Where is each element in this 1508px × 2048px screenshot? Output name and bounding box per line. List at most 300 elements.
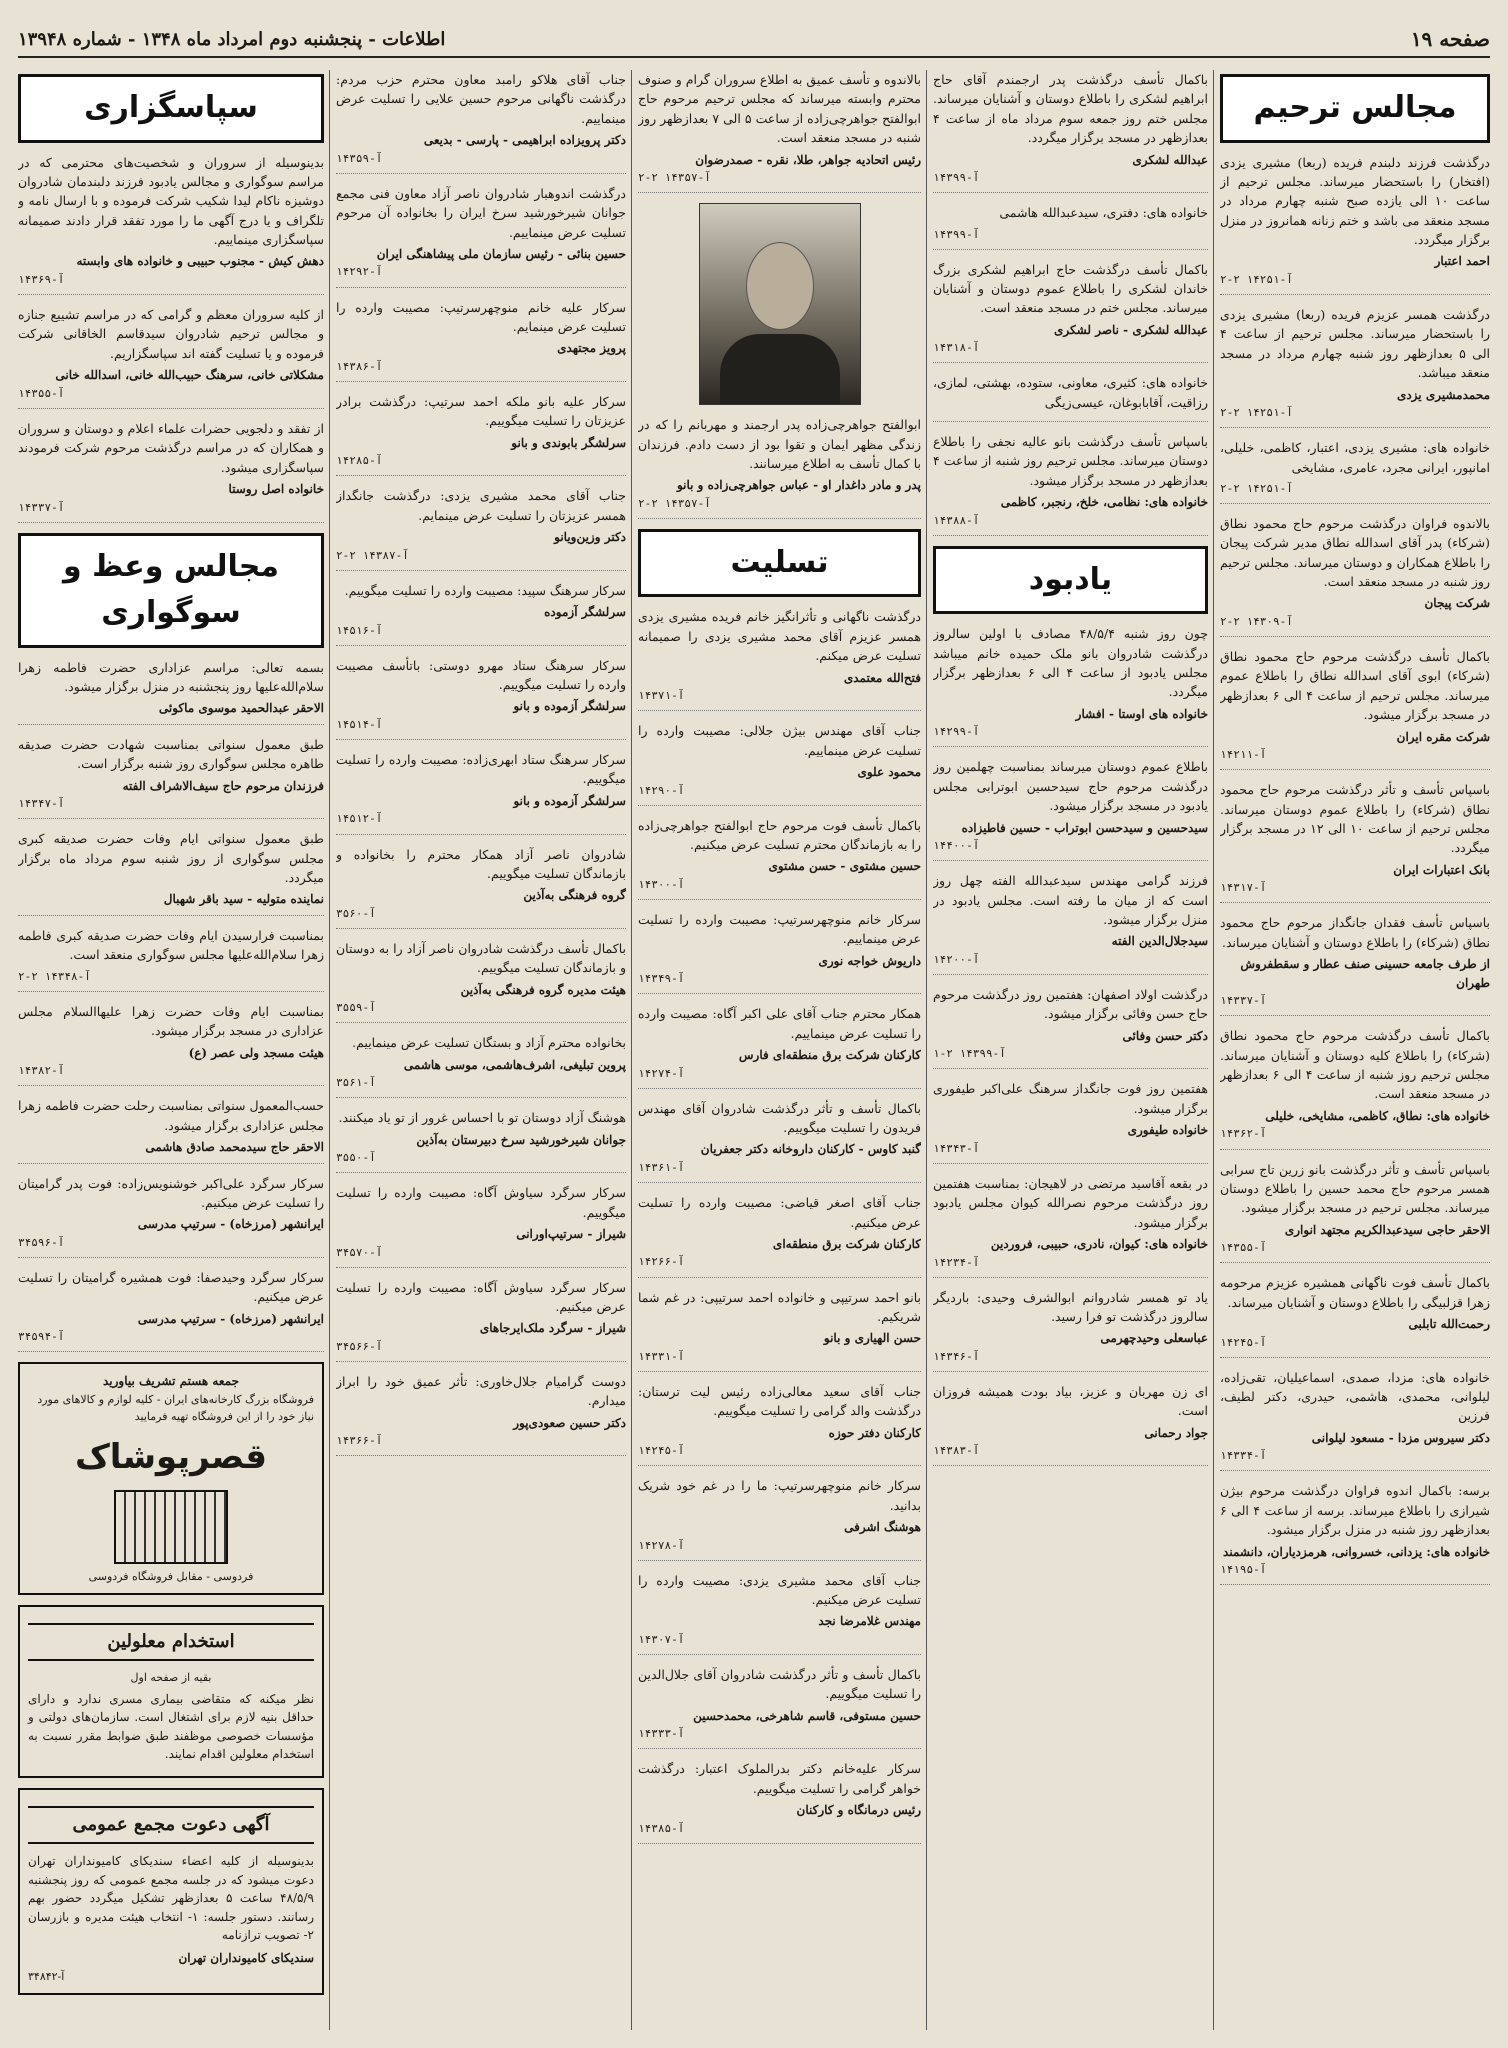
notice-item <box>18 658 324 725</box>
notice-text: بمناسبت ایام وفات حضرت زهرا علیها‌السلام مجلس عزاداری در مسجد برگزار میشود. <box>18 1003 324 1039</box>
notice-text: همکار محترم جناب آقای علی اکبر آگاه: مصیبت وارده را تسلیت عرض مینماییم. <box>638 1006 921 1041</box>
notice-code: آ-۱۴۳۱۸ <box>933 341 980 355</box>
notice-code: آ-۱۴۳۴۸ ۲-۲ <box>18 969 91 983</box>
notice-text: جناب آقای هلاکو رامبد معاون محترم حزب مردم: درگذشت ناگهانی مرحوم حسین علایی را تسلیت عرض مینماییم. <box>336 72 626 126</box>
notice-code: آ-۱۴۳۶۲ <box>1220 1127 1267 1141</box>
notice-code: آ-۱۴۲۴۵ <box>1220 1335 1267 1349</box>
notice-code: آ-۳۵۶۱ <box>336 1076 376 1090</box>
notice-signature: نماینده متولیه - سید باقر شهبال <box>163 892 324 907</box>
notice-item <box>1220 1160 1490 1264</box>
notice-item <box>638 1759 921 1843</box>
notice-item <box>336 939 626 1023</box>
notice-item <box>638 415 921 519</box>
notice-item <box>638 721 921 805</box>
notice-text: سرکار سرهنگ ستاد مهرو دوستی: باتأسف مصیبت وارده را تسلیت میگوییم. <box>336 657 626 693</box>
notice-item <box>638 816 921 900</box>
notice-text: درگذشت همسر عزیزم فریده (ربعا) مشیری یزدی را باستحضار میرساند. مجلس ترحیم از ساعت ۴ الی ۵ بعدازظهر روز شنبه چهارم مرداد در مسجد منعقد میباشد. <box>1220 307 1490 381</box>
notice-list-after-photo <box>638 415 921 519</box>
notice-text: از کلیه سروران معظم و گرامی که در مراسم تشییع جنازه و مجالس ترحیم شادروان سیدقاسم الخاقانی شرکت فرموده و یا تسلیت گفته اند سپاسگزاریم. <box>18 307 324 361</box>
notice-item <box>933 1382 1208 1466</box>
notice-signature: داریوش خواجه نوری <box>818 953 921 968</box>
notice-signature: حسین مستوفی، قاسم شاهرخی، محمدحسین <box>693 1708 921 1723</box>
column-rule <box>926 70 927 2030</box>
notice-item <box>933 432 1208 536</box>
notice-signature: خانواده طیفوری <box>1127 1123 1208 1138</box>
notice-item <box>933 1174 1208 1278</box>
advertisement-general-assembly <box>18 1788 324 1995</box>
notice-item <box>638 1665 921 1749</box>
notice-text: حسب‌المعمول سنواتی بمناسبت رحلت حضرت فاطمه زهرا مجلس عزاداری برگزار میشود. <box>18 1098 324 1133</box>
notice-text: از تفقد و دلجویی حضرات علماء اعلام و دوستان و سروران و همکاران که در مراسم درگذشت مرحوم شرکت فرمودند سپاسگزاری میشود. <box>18 420 324 475</box>
notice-text: بسمه تعالی: مراسم عزاداری حضرت فاطمه زهرا سلام‌الله‌علیها روز پنجشنبه در منزل برگزار میشود. <box>18 659 324 694</box>
notice-text: سرکار علیه‌خانم دکتر بدرالملوک اعتبار: درگذشت خواهر گرامی را تسلیت میگوییم. <box>638 1761 921 1796</box>
notice-signature: کارکنان شرکت برق منطقه‌ای <box>772 1236 921 1251</box>
notice-text: درگذشت اندوهبار شادروان ناصر آزاد معاون فنی مجمع جوانان شیرخورشید سرخ ایران را بخانواده آن مرحوم تسلیت عرض مینماییم. <box>336 185 626 240</box>
section-title-sermons: مجالس وعظ و سوگواری <box>18 533 324 648</box>
article-body: نظر میکنه که متقاضی بیماری مسری ندارد و دارای حداقل بنیه لازم برای اشتغال است. سازمان‌های دولتی و مؤسسات خصوصی موظفند طبق ضوابط مقرر نسبت به استخدام معلولین اقدام نمایند. <box>28 1691 314 1762</box>
notice-signature: محمدمشیری یزدی <box>1396 387 1490 402</box>
notice-item <box>336 1183 626 1267</box>
notice-item <box>18 735 324 819</box>
article-subtitle: بقیه از صفحه اول <box>130 1670 212 1684</box>
notice-item <box>336 750 626 834</box>
notice-item <box>638 1193 921 1277</box>
notice-signature: خانواده های: نطاق، کاظمی، مشایخی، خلیلی <box>1265 1108 1490 1123</box>
notice-code: آ-۱۴۳۰۹ ۲-۲ <box>1220 615 1293 629</box>
notice-item <box>1220 514 1490 637</box>
notice-code: آ-۳۵۵۹ <box>336 1001 376 1015</box>
thanks-list <box>18 153 324 523</box>
notice-text: هوشنگ آزاد دوستان تو با احساس غرور از تو یاد میکنند. <box>338 1110 626 1126</box>
notice-signature: رحمت‌الله تابلبی <box>1408 1317 1490 1332</box>
notice-code: آ-۱۴۳۶۱ <box>638 1161 685 1175</box>
store-building-icon <box>114 1490 228 1564</box>
notice-text: سرکار سرگرد علی‌اکبر خوشنویس‌زاده: فوت پدر گرامیتان را تسلیت عرض میکنیم. <box>18 1175 324 1210</box>
notice-text: باکمال تأسف و تأثر درگذشت شادروان آقای مهندس فریدون را تسلیت میگوییم. <box>638 1100 921 1136</box>
notice-text: باسپاس تأسف و تأثر درگذشت مرحوم حاج محمود نطاق (شرکاء) را باطلاع عموم دوستان میرساند. مجلس ترحیم از ساعت ۱۰ الی ۱۲ در مسجد برگزار میگردد. <box>1220 782 1490 856</box>
notice-text: باسپاس تأسف فقدان جانگداز مرحوم حاج محمود نطاق (شرکاء) را باطلاع دوستان و آشنایان میرساند. <box>1220 915 1490 950</box>
notice-code: آ-۱۴۳۳۴ <box>1220 1449 1267 1463</box>
notice-signature: احمد اعتبار <box>1434 254 1490 269</box>
notice-code: آ-۱۴۱۹۵ <box>1220 1563 1267 1577</box>
notice-item <box>336 581 626 646</box>
notice-item <box>336 392 626 476</box>
notice-code: آ-۱۴۳۸۸ <box>933 513 980 527</box>
notice-code: آ-۱۴۲۹۲ <box>336 265 383 279</box>
notice-code: آ-۱۴۳۶۹ <box>18 272 65 286</box>
notice-item <box>336 1372 626 1456</box>
notice-text: ای زن مهربان و عزیز، بیاد بودت همیشه فروزان است. <box>933 1383 1208 1419</box>
notice-item <box>638 607 921 711</box>
notice-code: آ-۱۴۳۴۳ <box>933 1141 980 1155</box>
notice-item <box>638 70 921 193</box>
portrait-body <box>720 334 840 404</box>
notice-text: باکمال تأسف درگذشت مرحوم حاج محمود نطاق (شرکاء) ابوی آقای اسدالله نطاق را باطلاع عموم میرساند. مجلس ترحیم از ساعت ۴ الی ۶ بعدازظهر در مسجد برگزار میشود. <box>1220 649 1490 723</box>
notice-list <box>638 70 921 193</box>
notice-signature: هیئت مسجد ولی عصر (ع) <box>188 1045 324 1060</box>
condolence-list-2 <box>336 70 626 1456</box>
notice-text: باکمال تأسف درگذشت پدر ارجمندم آقای حاج ابراهیم لشکری را باطلاع دوستان و آشنایان میرساند. مجلس ختم روز جمعه سوم مرداد ماه از ساعت ۴ بعدازظهر در مسجد برگزار میگردد. <box>933 72 1208 146</box>
notice-text: باطلاع عموم دوستان میرساند بمناسبت چهلمین روز درگذشت مرحوم حاج سیدحسین ابوترابی مجلس یادبود در مسجد برگزار میشود. <box>933 759 1208 814</box>
notice-item <box>933 1288 1208 1372</box>
notice-text: باسپاس تأسف درگذشت بانو عالیه نجفی را باطلاع دوستان میرساند. مجلس ترحیم روز شنبه از ساعت ۴ بعدازظهر در مسجد برگزار میشود. <box>933 434 1208 488</box>
notice-signature: گروه فرهنگی به‌آذین <box>523 888 626 903</box>
notice-signature: فرزندان مرحوم حاج سیف‌الاشراف الفته <box>122 778 324 793</box>
notice-signature: خانواده های: یزدانی، خسروانی، هرمزدیاران، دانشمند <box>1223 1544 1490 1559</box>
notice-code: آ-۱۴۳۸۷ ۲-۲ <box>336 548 409 562</box>
notice-code: آ-۱۴۵۱۲ <box>336 812 383 826</box>
remembrance-list <box>933 624 1208 1466</box>
section-title-remembrance: یادبود <box>933 546 1208 615</box>
notice-item <box>18 1002 324 1086</box>
notice-signature: کارکنان شرکت برق منطقه‌ای فارس <box>738 1048 921 1063</box>
notice-item <box>1220 780 1490 903</box>
notice-signature: سرلشگر بابوندی و بانو <box>511 435 626 450</box>
notice-signature: خانواده های اوستا - افشار <box>1075 706 1208 721</box>
notice-item <box>18 926 324 992</box>
notice-text: بدینوسیله از سروران و شخصیت‌های محترمی که در مراسم سوگواری و مجالس یادبود فرزند دلبندمان شادروان دوشیزه ناکام لیدا شکیب شرکت فرموده و با ارسال نامه و تلگراف و یا درج آگهی ما را مورد تفقد قرار دادند صمیمانه سپاسگزاری مینماییم. <box>18 154 324 247</box>
notice-code: آ-۱۴۳۰۷ <box>638 1633 685 1647</box>
notice-signature: عباسعلی وحیدچهرمی <box>1100 1331 1208 1346</box>
notice-item <box>336 1033 626 1098</box>
notice-signature: حسین بنائی - رئیس سازمان ملی پیشاهنگی ایران <box>376 246 626 261</box>
notice-text: خانواده های: مشیری یزدی، اعتبار، کاظمی، خلیلی، امانپور، ایرانی مجرد، عامری، مشایخی <box>1220 440 1490 475</box>
ad-brand-logo: قصرپوشاک <box>74 1437 267 1477</box>
notice-code: آ-۱۴۳۵۵ <box>1220 1241 1267 1255</box>
notice-item <box>933 260 1208 364</box>
notice-code: آ-۱۴۳۷۱ <box>638 689 685 703</box>
notice-code: آ-۱۴۲۷۸ <box>638 1538 685 1552</box>
notice-item <box>336 70 626 174</box>
notice-text: در بقعه آقاسید مرتضی در لاهیجان: بمناسبت هفتمین روز درگذشت مرحوم نصرالله کیوان مجلس یادبود برگزار میشود. <box>933 1175 1208 1230</box>
notice-code: آ-۱۴۲۶۶ <box>638 1255 685 1269</box>
notice-text: سرکار سرگرد سیاوش آگاه: مصیبت وارده را تسلیت عرض میکنیم. <box>336 1279 626 1315</box>
notice-code: آ-۱۴۳۴۹ <box>638 972 685 986</box>
notice-code: آ-۱۴۳۸۲ <box>18 1064 65 1078</box>
notice-signature: شیراز - سرگرد ملک‌ایرجاهای <box>479 1321 626 1336</box>
notice-item <box>638 910 921 994</box>
assembly-title: آگهی دعوت مجمع عمومی <box>28 1806 314 1844</box>
notice-text: دوست گرامیام جلال‌خاوری: تأثر عمیق خود را ابراز میدارم. <box>336 1374 626 1409</box>
notice-item <box>933 1079 1208 1163</box>
notice-item <box>1220 647 1490 770</box>
notice-code: آ-۱۴۳۴۶ <box>933 1349 980 1363</box>
notice-item <box>18 1268 324 1352</box>
notice-code: آ-۱۴۳۸۵ <box>638 1821 685 1835</box>
notice-signature: الاحقر حاجی سیدعبدالکریم مجتهد انواری <box>1284 1222 1490 1237</box>
notice-text: باکمال تأسف درگذشت حاج ابراهیم لشکری بزرگ خاندان لشکری را باطلاع عموم دوستان و آشنایان میرساند. مجلس ختم در مسجد منعقد است. <box>933 261 1208 316</box>
notice-text: خانواده های: دفتری، سیدعبدالله هاشمی <box>999 205 1208 221</box>
page-number: صفحه ۱۹ <box>1410 27 1490 51</box>
notice-text: درگذشت فرزند دلبندم فریده (ربعا) مشیری یزدی (افتخار) را باستحضار میرساند. مجلس ترحیم از ساعت ۱۰ الی یازده صبح شنبه چهارم مرداد در مسجد منعقد می باشد و ختم زنانه همانروز در منزل برگزار میگردد. <box>1220 154 1490 247</box>
notice-signature: هیئت مدیره گروه فرهنگی به‌آذین <box>460 982 626 997</box>
notice-text: درگذشت اولاد اصفهان: هفتمین روز درگذشت مرحوم حاج حسن وفائی برگزار میشود. <box>933 987 1208 1022</box>
notice-code: آ-۱۴۲۵۱ ۲-۲ <box>1220 481 1293 495</box>
notice-item <box>638 1476 921 1560</box>
article-title: استخدام معلولین <box>28 1623 314 1661</box>
notice-item <box>18 419 324 523</box>
notice-item <box>336 298 626 382</box>
notice-code: آ-۱۴۳۰۰ <box>638 877 685 891</box>
notice-text: خانواده های: کثیری، معاونی، ستوده، بهشتی، لمازی، رزاقیت، آقابابوغان، عیسی‌زیگی <box>933 375 1208 410</box>
notice-code: آ-۱۴۳۵۹ <box>336 151 383 165</box>
notice-text: درگذشت ناگهانی و تأثرانگیز خانم فریده مشیری یزدی همسر عزیزم آقای محمد مشیری یزدی را صمیمانه تسلیت عرض میکنم. <box>638 609 921 664</box>
notice-item <box>1220 305 1490 428</box>
notice-item <box>638 1571 921 1655</box>
notice-signature: شرکت پیجان <box>1424 596 1490 611</box>
notice-signature: دکتر وزین‌ویانو <box>554 530 626 545</box>
notice-code: آ-۱۴۳۵۷ ۲-۲ <box>638 496 711 510</box>
notice-item <box>336 486 626 570</box>
notice-item <box>933 203 1208 249</box>
notice-signature: سیدحسین و سیدحسن ابوتراب - حسین فاطیزاده <box>961 820 1208 835</box>
portrait-face <box>746 242 814 330</box>
notice-signature: دکتر حسن وفائی <box>1122 1028 1208 1043</box>
notice-item <box>638 1004 921 1088</box>
notice-text: جناب آقای اصغر قیاضی: مصیبت وارده را تسلیت عرض میکنیم. <box>638 1195 921 1230</box>
advertisement-store <box>18 1362 324 1594</box>
ad-text: فروشگاه بزرگ کارخانه‌های ایران - کلیه لوازم و کالاهای مورد نیاز خود را از این فروشگاه تهیه فرمایید <box>37 1392 314 1423</box>
notice-signature: الاحقر عبدالحمید موسوی ماکوئی <box>158 701 324 716</box>
notice-text: جناب آقای سعید معالی‌زاده رئیس لیت ترستان: درگذشت والد گرامی را تسلیت میگوییم. <box>638 1383 921 1419</box>
notice-item <box>336 845 626 929</box>
notice-code: آ-۳۴۵۷۰ <box>336 1245 383 1259</box>
notice-signature: عبدالله لشکری <box>1132 152 1208 167</box>
notice-signature: سرلشگر آزموده <box>544 605 626 620</box>
memorial-list <box>1220 153 1490 1586</box>
column-memorial-2 <box>933 70 1208 2030</box>
notice-text: ابوالفتح جواهرچی‌زاده پدر ارجمند و مهربانم را که در زندگی مظهر ایمان و تقوا بود از دست دادم. فرزندان با کمال تأسف به اطلاع میرسانند. <box>638 417 921 471</box>
notice-signature: پروین تبلیغی، اشرف‌هاشمی، موسی هاشمی <box>403 1057 626 1072</box>
notice-signature: دکتر سیروس مزدا - مسعود لیلوانی <box>1311 1430 1490 1445</box>
notice-item <box>933 757 1208 861</box>
portrait-photo <box>699 203 861 405</box>
notice-item <box>18 1174 324 1258</box>
assembly-signature: سندیکای کامیونداران تهران <box>178 1950 314 1965</box>
notice-item <box>336 1278 626 1362</box>
column-condolence-2 <box>336 70 626 2030</box>
notice-text: سرکار سرهنگ سپید: مصیبت وارده را تسلیت میگوییم. <box>344 582 626 598</box>
notice-text: هفتمین روز فوت جانگداز سرهنگ علی‌اکبر طیفوری برگزار میشود. <box>933 1081 1208 1116</box>
notice-text: برسه: باکمال اندوه فراوان درگذشت مرحوم بیژن شیرازی را باطلاع میرساند. برسه از ساعت ۴ الی ۶ بعدازظهر روز شنبه در منزل برگزار میشود. <box>1220 1483 1490 1538</box>
notice-signature: رئیس اتحادیه جواهر، طلا، نقره - صمدرضوان <box>695 152 921 167</box>
notice-text: باسپاس تأسف و تأثر درگذشت بانو زرین تاج سرابی همسر مرحوم حاج محمد حسین را باطلاع دوستان میرساند. مجلس ترحیم در مسجد برگزار میشود. <box>1220 1161 1490 1216</box>
notice-signature: پدر و مادر داغدار او - عباس جواهرچی‌زاده و بانو <box>676 478 921 493</box>
notice-code: آ-۱۴۴۰۰ <box>933 839 980 853</box>
notice-signature: خانواده های: کیوان، نادری، حبیبی، فروردین <box>990 1236 1208 1251</box>
notice-text: سرکار علیه خانم منوچهرسرتیپ: مصیبت وارده را تسلیت عرض مینمایم. <box>336 299 626 334</box>
notice-code: آ-۱۴۲۱۱ <box>1220 748 1267 762</box>
notice-text: باکمال تأسف فوت ناگهانی همشیره عزیزم مرحومه زهرا قزلبیگی را باطلاع دوستان و آشنایان میرساند. <box>1220 1275 1490 1310</box>
notice-item <box>336 1108 626 1173</box>
notice-signature: سیدجلال‌الدین الفته <box>1111 934 1208 949</box>
notice-text: چون روز شنبه ۴۸/۵/۴ مصادف با اولین سالروز درگذشت شادروان بانو ملک حمیده خانم میباشد مجلس یادبود از ساعت ۴ الی ۶ بعدازظهر برگزار میگردد. <box>933 626 1208 700</box>
notice-item <box>1220 1026 1490 1149</box>
notice-signature: مشکلاتی خانی، سرهنگ حبیب‌الله خانی، اسدالله خانی <box>55 368 324 383</box>
notice-signature: دکتر پرویزاده ابراهیمی - پارسی - بدیعی <box>423 133 626 148</box>
notice-text: باکمال تأسف و تأثر درگذشت شادروان آقای جلال‌الدین را تسلیت میگوییم. <box>638 1667 921 1702</box>
notice-code: آ-۳۴۵۶۶ <box>336 1340 383 1354</box>
notice-signature: از طرف جامعه حسینی صنف عطار و سقطفروش طهران <box>1240 957 1490 990</box>
notice-code: آ-۱۴۲۵۱ ۲-۲ <box>1220 272 1293 286</box>
column-rule <box>329 70 330 2030</box>
column-rule <box>1213 70 1214 2030</box>
article-employment <box>18 1605 324 1778</box>
notice-text: یاد تو همسر شادروانم ابوالشرف وحیدی: باردیگر سالروز درگذشت تو فرا رسید. <box>933 1289 1208 1324</box>
notice-text: سرکار علیه بانو ملکه احمد سرتیپ: درگذشت برادر عزیزتان را تسلیت میگوییم. <box>336 393 626 429</box>
notice-code: آ-۳۴۵۹۴ <box>18 1330 65 1344</box>
notice-text: جناب آقای مهندس بیژن جلالی: مصیبت وارده را تسلیت عرض مینماییم. <box>638 723 921 758</box>
notice-text: بمناسبت فرارسیدن ایام وفات حضرت صدیقه کبری فاطمه زهرا سلام‌الله‌علیها مجلس سوگواری منعقد است. <box>18 928 324 963</box>
notice-signature: جواد رحمانی <box>1144 1425 1208 1440</box>
section-title-memorial: مجالس ترحیم <box>1220 74 1490 143</box>
notice-signature: خانواده اصل روستا <box>228 481 324 496</box>
notice-signature: پرویز مجتهدی <box>557 341 626 356</box>
notice-text: طبق معمول سنواتی بمناسبت شهادت حضرت صدیقه طاهره مجلس سوگواری روز شنبه برگزار است. <box>18 736 324 772</box>
notice-item <box>933 985 1208 1069</box>
condolence-list <box>638 607 921 1843</box>
notice-code: آ-۱۴۳۵۵ <box>18 386 65 400</box>
notice-code: آ-۳۵۶۰ <box>336 906 376 920</box>
sermon-list <box>18 658 324 1353</box>
notice-item <box>933 871 1208 975</box>
page-header <box>18 22 1490 58</box>
notice-text: جناب آقای محمد مشیری یزدی: مصیبت وارده را تسلیت عرض میکنیم. <box>638 1572 921 1608</box>
notice-code: آ-۱۴۳۹۹ <box>933 227 980 241</box>
notice-signature: شیراز - سرتیپ‌اورانی <box>516 1227 626 1242</box>
notice-code: آ-۱۴۵۱۶ <box>336 623 383 637</box>
notice-item <box>638 1099 921 1183</box>
notice-signature: خانواده های: نظامی، خلخ، رنجبر، کاظمی <box>1000 495 1208 510</box>
notice-text: شادروان ناصر آزاد همکار محترم را بخانواده و بازماندگان تسلیت میگوییم. <box>336 846 626 881</box>
notice-signature: هوشنگ اشرفی <box>844 1520 921 1535</box>
notice-text: سرکار سرگرد وحیدصفا: فوت همشیره گرامیتان را تسلیت عرض میکنیم. <box>18 1269 324 1305</box>
notice-item <box>18 153 324 296</box>
notice-text: فرزند گرامی مهندس سیدعبدالله الفته چهل روز است که از میان ما رفته است. مجلس یادبود در منزل برگزار میشود. <box>933 873 1208 927</box>
notice-text: سرکار خانم منوچهرسرتیپ: ما را در غم خود شریک بدانید. <box>638 1478 921 1513</box>
notice-signature: شرکت مقره ایران <box>1396 729 1490 744</box>
notice-text: سرکار سرگرد سیاوش آگاه: مصیبت وارده را تسلیت میگوییم. <box>336 1185 626 1220</box>
section-title-condolence: تسلیت <box>638 529 921 598</box>
notice-signature: جوانان شیرخورشید سرخ دبیرستان به‌آذین <box>416 1132 626 1147</box>
notice-code: آ-۱۴۳۶۶ <box>336 1434 383 1448</box>
notice-signature: کارکنان دفتر حوزه <box>828 1425 921 1440</box>
notice-code: آ-۱۴۳۴۷ <box>18 797 65 811</box>
notice-signature: رئیس درمانگاه و کارکنان <box>796 1803 921 1818</box>
notice-code: آ-۱۴۲۰۰ <box>933 952 980 966</box>
notice-code: آ-۱۴۵۱۴ <box>336 718 383 732</box>
notice-text: باکمال تأسف درگذشت شادروان ناصر آزاد را به دوستان و بازماندگان تسلیت میگوییم. <box>336 940 626 976</box>
notice-signature: ایرانشهر (مرزخاه) - سرتیپ مدرسی <box>137 1311 324 1326</box>
notice-code: آ-۱۴۲۳۴ <box>933 1255 980 1269</box>
notice-signature: فتح‌الله معتمدی <box>843 670 921 685</box>
notice-item <box>1220 1368 1490 1472</box>
notice-signature: حسین مشتوی - حسن مشتوی <box>768 859 921 874</box>
notice-code: آ-۱۴۳۳۳ <box>638 1727 685 1741</box>
column-memorial <box>1220 70 1490 2030</box>
notice-text: بالاندوه و تأسف عمیق به اطلاع سروران گرام و صنوف محترم وابسته میرساند که مجلس ترحیم مرحوم حاج ابوالفتح جواهرچی‌زاده از ساعت ۵ الی ۷ بعدازظهر روز شنبه در مسجد منعقد است. <box>638 72 921 146</box>
notice-code: آ-۱۴۲۹۹ <box>933 725 980 739</box>
notice-item <box>1220 913 1490 1016</box>
notice-signature: گنبد کاوس - کارکنان داروخانه دکتر جعفریان <box>700 1142 921 1157</box>
memorial-list-2 <box>933 70 1208 536</box>
notice-item <box>18 829 324 916</box>
notice-code: آ-۱۴۲۷۴ <box>638 1066 685 1080</box>
notice-signature: سرلشگر آزموده و بانو <box>513 699 626 714</box>
column-rule <box>631 70 632 2030</box>
notice-text: بخانواده محترم آزاد و بستگان تسلیت عرض مینماییم. <box>352 1035 626 1051</box>
notice-code: آ-۳۴۵۹۶ <box>18 1235 65 1249</box>
masthead: اطلاعات - پنجشنبه دوم امرداد ماه ۱۳۴۸ - شماره ۱۳۹۴۸ <box>18 28 446 50</box>
notice-text: باکمال تأسف درگذشت مرحوم حاج محمود نطاق (شرکاء) را باطلاع کلیه دوستان و آشنایان میرساند. مجلس ترحیم روز شنبه از ساعت ۴ الی ۶ بعدازظهر در مسجد منعقد است. <box>1220 1028 1490 1102</box>
notice-signature: حسن الهیاری و بانو <box>823 1331 921 1346</box>
column-condolence <box>638 70 921 2030</box>
notice-code: آ-۱۴۳۳۱ <box>638 1349 685 1363</box>
notice-item <box>18 305 324 409</box>
notice-item <box>933 373 1208 422</box>
notice-signature: الاحقر حاج سیدمحمد صادق هاشمی <box>145 1139 324 1154</box>
notice-signature: عبدالله لشکری - ناصر لشکری <box>1054 322 1208 337</box>
notice-code: آ-۱۴۳۳۷ <box>18 500 65 514</box>
notice-item <box>18 1096 324 1163</box>
notice-code: آ-۱۴۳۸۶ <box>336 359 383 373</box>
notice-item <box>1220 1481 1490 1585</box>
notice-item <box>1220 153 1490 296</box>
notice-signature: دکتر حسین صعودی‌پور <box>513 1415 626 1430</box>
notice-code: آ-۱۴۳۸۳ <box>933 1444 980 1458</box>
notice-signature: بانک اعتبارات ایران <box>1393 862 1490 877</box>
notice-text: باکمال تأسف فوت مرحوم حاج ابوالفتح جواهرچی‌زاده را به بازماندگان محترم تسلیت عرض میکنیم. <box>638 817 921 852</box>
assembly-body: بدینوسیله از کلیه اعضاء سندیکای کامیونداران تهران دعوت میشود که در جلسه مجمع عمومی که روز پنجشنبه ۴۸/۵/۹ ساعت ۵ بعدازظهر تشکیل میگردد حضور بهم رسانند. دستور جلسه: ۱- انتخاب هیئت مدیره و بازرسان ۲- تصویب ترازنامه <box>28 1853 314 1943</box>
notice-code: آ-۳۵۵۰ <box>336 1151 376 1165</box>
notice-text: بانو احمد سرتیپی و خانواده احمد سرتیپی: در غم شما شریکیم. <box>638 1289 921 1324</box>
notice-item <box>336 184 626 288</box>
notice-text: سرکار سرهنگ ستاد ابهری‌زاده: مصیبت وارده را تسلیت میگوییم. <box>336 752 626 787</box>
notice-code: آ-۱۴۳۵۷ ۲-۲ <box>638 171 711 185</box>
notice-signature: مهندس غلامرضا نجد <box>818 1614 921 1629</box>
notice-text: جناب آقای محمد مشیری یزدی: درگذشت جانگداز همسر عزیزتان را تسلیت عرض مینمایم. <box>336 488 626 523</box>
notice-item <box>1220 438 1490 504</box>
notice-code: آ-۱۴۳۳۷ <box>1220 994 1267 1008</box>
column-thanks <box>18 70 324 2030</box>
ad-address: فردوسی - مقابل فروشگاه فردوسی <box>88 1569 254 1583</box>
notice-code: آ-۱۴۲۸۵ <box>336 454 383 468</box>
notice-code: آ-۱۴۲۵۱ ۲-۲ <box>1220 406 1293 420</box>
notice-code: آ-۱۴۳۹۹ ۲-۱ <box>933 1047 1006 1061</box>
notice-item <box>1220 1273 1490 1357</box>
notice-item <box>336 656 626 740</box>
notice-text: طبق معمول سنواتی ایام وفات حضرت صدیقه کبری مجلس سوگواری از روز شنبه سوم مرداد ماه برگزار میگردد. <box>18 831 324 886</box>
notice-code: آ-۱۴۲۴۵ <box>638 1444 685 1458</box>
notice-text: سرکار خانم منوچهرسرتیپ: مصیبت وارده را تسلیت عرض مینماییم. <box>638 911 921 947</box>
section-title-thanks: سپاسگزاری <box>18 74 324 143</box>
assembly-code: آ-۳۴۸۴۲ <box>28 1969 65 1983</box>
notice-item <box>933 70 1208 193</box>
notice-signature: دهش کیش - مجنوب حبیبی و خانواده های وابسته <box>76 254 324 269</box>
notice-item <box>933 624 1208 747</box>
notice-text: خانواده های: مزدا، صمدی، اسماعیلیان، تقی‌زاده، لیلوانی، محمدی، هاشمی، حیدری، دکتر لطیف، فرزین <box>1220 1369 1490 1424</box>
notice-item <box>638 1382 921 1466</box>
notice-code: آ-۱۴۲۹۰ <box>638 783 685 797</box>
notice-text: بالاندوه فراوان درگذشت مرحوم حاج محمود نطاق (شرکاء) پدر آقای اسدالله نطاق مدیر شرکت پیجان را باطلاع همکاران و دوستان میرساند. مجلس ترحیم روز شنبه در مسجد منعقد است. <box>1220 515 1490 590</box>
notice-signature: محمود علوی <box>857 764 921 779</box>
notice-code: آ-۱۴۳۹۹ <box>933 171 980 185</box>
notice-code: آ-۱۴۳۱۷ <box>1220 881 1267 895</box>
notice-signature: سرلشگر آزموده و بانو <box>513 793 626 808</box>
notice-item <box>638 1288 921 1372</box>
ad-heading: جمعه هستم تشریف بیاورید <box>102 1374 240 1389</box>
notice-signature: ایرانشهر (مرزخاه) - سرتیپ مدرسی <box>137 1217 324 1232</box>
